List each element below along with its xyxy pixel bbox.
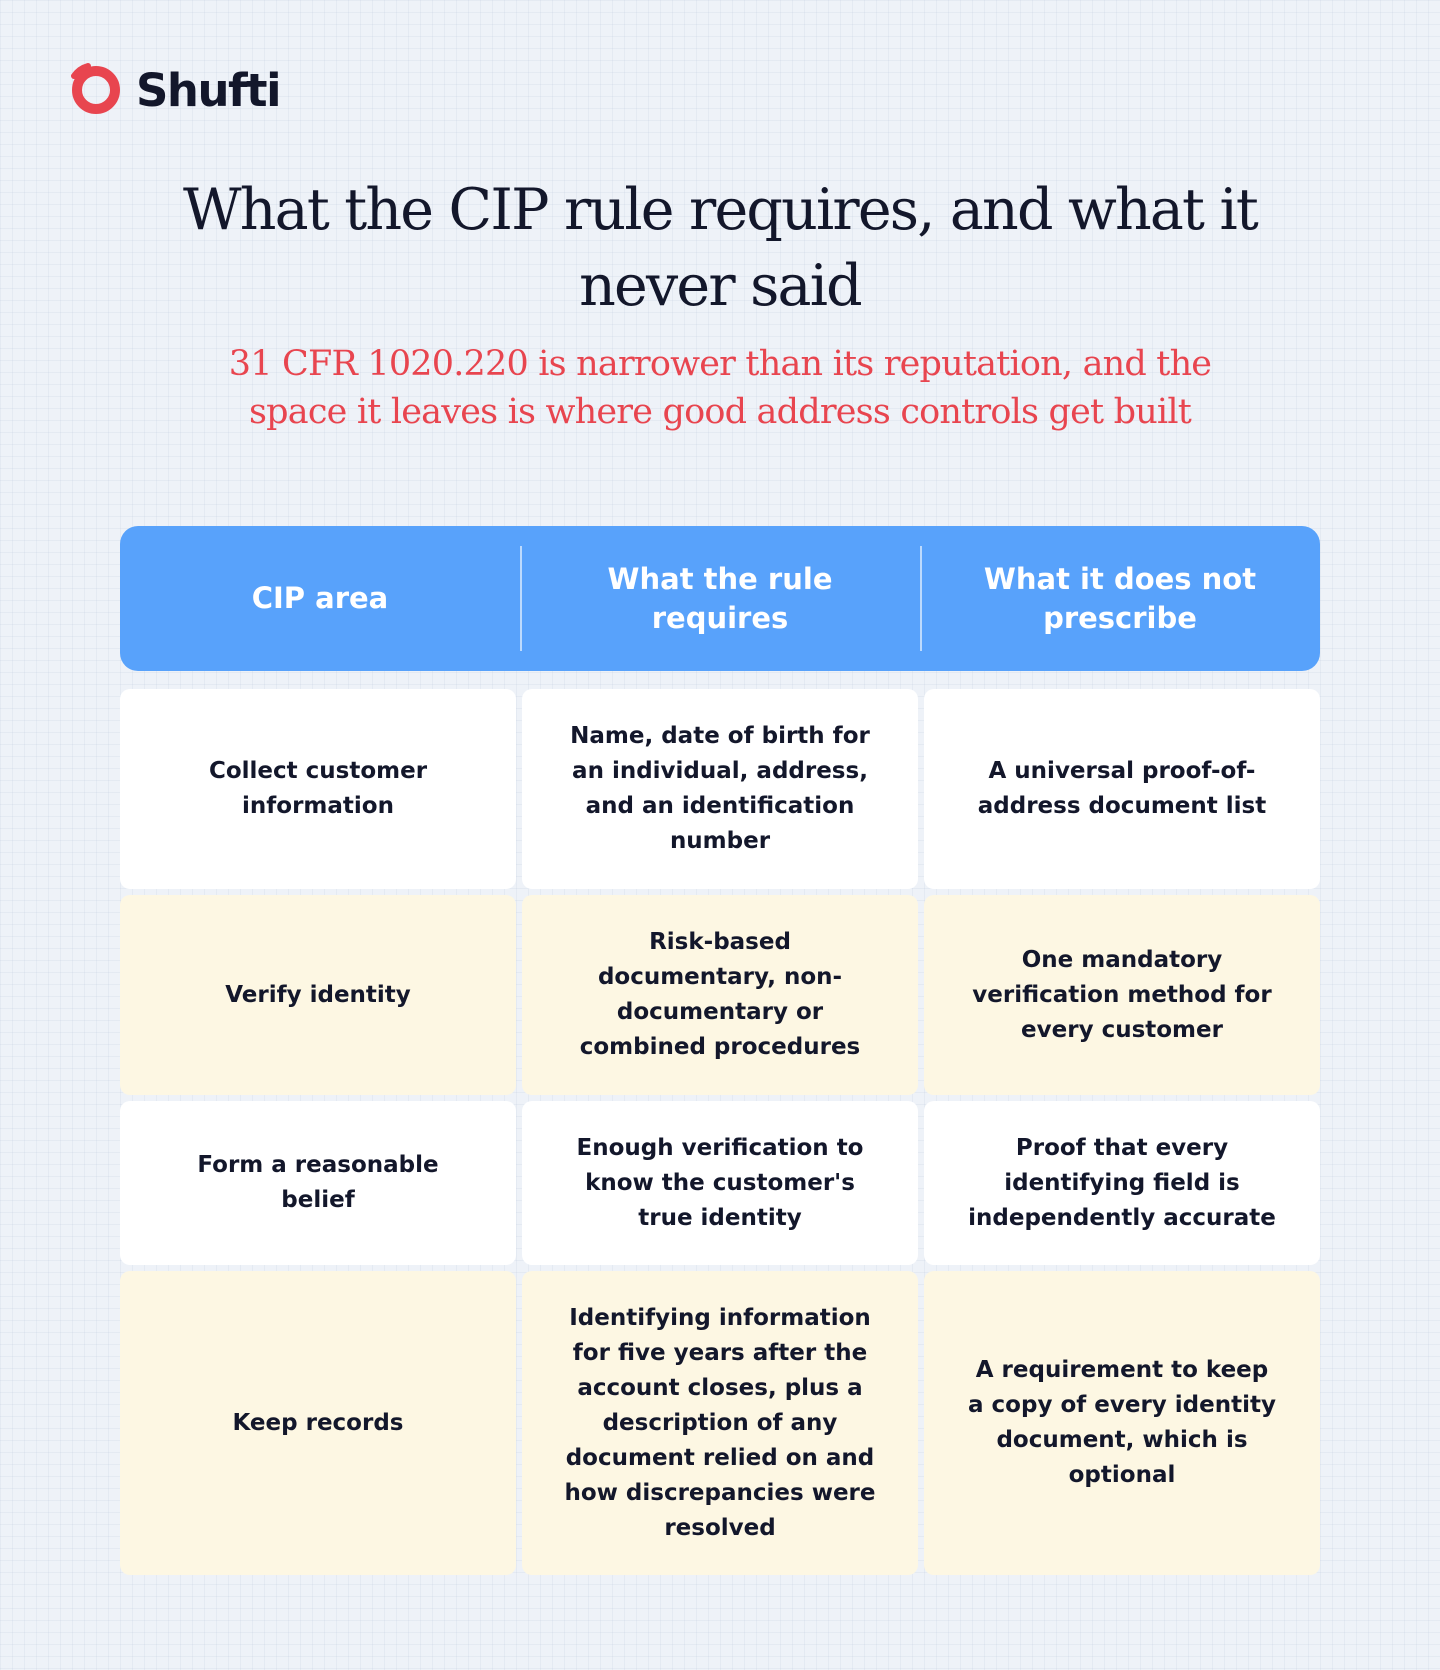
cell-requires: Enough verification to know the customer's true identity [522,1101,918,1265]
cell-requires: Identifying information for five years after the account closes, plus a description of any document relied on and how discrepancies were resolved [522,1271,918,1575]
brand-name: Shufti [136,63,280,117]
brand-logo [68,62,280,118]
cell-not-prescribed: One mandatory verification method for every customer [924,895,1320,1095]
column-header-requires: What the rule requires [520,526,920,671]
column-header-not-prescribed: What it does not prescribe [920,526,1320,671]
cell-cip-area: Verify identity [120,895,516,1095]
table-row [120,895,1320,1095]
table-row [120,1271,1320,1575]
cell-not-prescribed: A universal proof-of-address document list [924,689,1320,889]
cell-requires: Name, date of birth for an individual, address, and an identification number [522,689,918,889]
page-title: What the CIP rule requires, and what it never said [182,177,1258,319]
cell-requires: Risk-based documentary, non-documentary or combined procedures [522,895,918,1095]
cell-cip-area: Collect customer information [120,689,516,889]
ring-logo-icon [68,62,124,118]
cell-not-prescribed: Proof that every identifying field is independently accurate [924,1101,1320,1265]
table-row [120,689,1320,889]
table-row [120,1101,1320,1265]
cip-comparison-table [120,526,1320,1581]
table-header [120,526,1320,671]
cell-cip-area: Keep records [120,1271,516,1575]
page-subtitle: 31 CFR 1020.220 is narrower than its reputation, and the space it leaves is where good address controls get built [228,344,1212,432]
cell-not-prescribed: A requirement to keep a copy of every identity document, which is optional [924,1271,1320,1575]
column-header-cip-area: CIP area [251,581,389,615]
cell-cip-area: Form a reasonable belief [120,1101,516,1265]
